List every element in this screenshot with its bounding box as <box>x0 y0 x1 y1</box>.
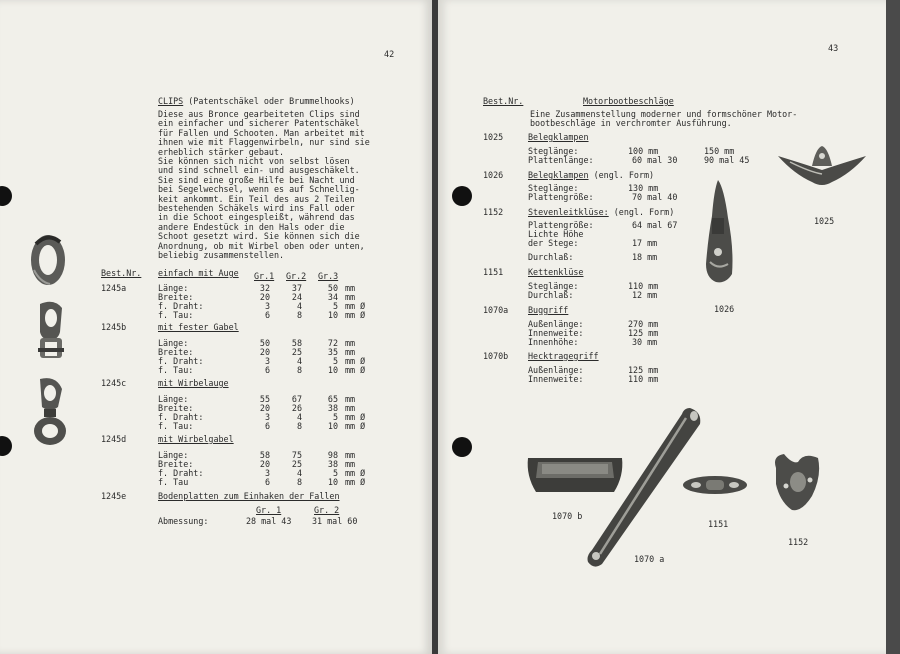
cell: 110 mm <box>628 281 659 291</box>
row-label: Lichte Höhe <box>528 229 584 239</box>
unit: mm <box>345 394 356 404</box>
fairlead-1152-photo <box>770 450 822 516</box>
row-label: Innenweite: <box>528 374 584 384</box>
best-nr-header: Best.Nr. <box>101 268 142 278</box>
chain-chock-1151-photo <box>682 474 748 496</box>
row-label: Steglänge: <box>528 281 579 291</box>
item-title-suffix: (engl. Form) <box>613 207 675 217</box>
photo-label: 1026 <box>714 304 735 314</box>
item-title-suffix: (engl. Form) <box>593 170 655 180</box>
section-title: Motorbootbeschläge <box>583 96 674 106</box>
cell: 6 <box>264 310 270 320</box>
cell: 75 <box>291 450 302 460</box>
cell: 6 <box>264 477 270 487</box>
cell: 60 mal 30 <box>632 155 678 165</box>
unit: mm <box>345 338 356 348</box>
cell: 50 <box>259 338 270 348</box>
cell: 5 <box>332 468 338 478</box>
item-heading <box>528 170 654 180</box>
cell: 4 <box>296 412 302 422</box>
cell: 26 <box>291 403 302 413</box>
row-label: der Stege: <box>528 238 579 248</box>
item-title: Bodenplatten zum Einhaken der Fallen <box>158 491 340 501</box>
row-label: Abmessung: <box>158 516 209 526</box>
photo-label: 1070 b <box>552 511 583 521</box>
row-label: Plattengröße: <box>528 220 594 230</box>
item-title: Buggriff <box>528 305 569 315</box>
cell: 58 <box>291 338 302 348</box>
left-page <box>0 0 432 654</box>
size-header: Gr.3 <box>318 271 339 281</box>
cell: 72 <box>327 338 338 348</box>
section-intro-line: Eine Zusammenstellung moderner und formschöner Motor- <box>530 109 798 119</box>
row-label: f. Draht: <box>158 301 204 311</box>
unit: mm Ø <box>345 412 366 422</box>
size-header: Gr.1 <box>254 271 275 281</box>
unit: mm Ø <box>345 477 366 487</box>
row-label: f. Tau <box>158 477 189 487</box>
intro-title: CLIPS <box>158 96 184 106</box>
intro-line: ihnen wie mit Flaggenwirbeln, nur sind sie <box>158 137 370 148</box>
cell: 34 <box>327 292 338 302</box>
row-label: f. Tau: <box>158 421 194 431</box>
clip-swivel-eye-photo <box>26 375 72 447</box>
intro-line: Anordnung, ob mit Wirbel oben oder unten, <box>158 240 365 251</box>
cell: 110 mm <box>628 374 659 384</box>
photo-label: 1152 <box>788 537 809 547</box>
cell: 31 mal 60 <box>312 516 358 526</box>
item-number: 1245c <box>101 378 127 388</box>
size-header: Gr. 2 <box>314 505 340 515</box>
cell: 20 <box>259 459 270 469</box>
intro-line: für Fallen und Schooten. Man arbeitet mit <box>158 127 365 138</box>
cell: 38 <box>327 403 338 413</box>
row-label: Außenlänge: <box>528 319 584 329</box>
item-title: einfach mit Auge <box>158 268 239 278</box>
cell: 18 mm <box>632 252 658 262</box>
row-label: Länge: <box>158 338 189 348</box>
cell: 50 <box>327 283 338 293</box>
cell: 130 mm <box>628 183 659 193</box>
intro-line: ein einfacher und sicherer Patentschäkel <box>158 118 360 129</box>
page-number: 43 <box>828 44 839 54</box>
punch-hole <box>0 186 12 206</box>
row-label: Länge: <box>158 283 189 293</box>
intro-line: bestehenden Schäkels wird ins Fall oder <box>158 203 355 214</box>
item-title: Hecktragegriff <box>528 351 599 361</box>
cell: 8 <box>296 421 302 431</box>
cell: 10 <box>327 421 338 431</box>
cell: 55 <box>259 394 270 404</box>
row-label: Innenweite: <box>528 328 584 338</box>
row-label: Innenhöhe: <box>528 337 579 347</box>
cell: 4 <box>296 301 302 311</box>
cell: 20 <box>259 403 270 413</box>
photo-label: 1151 <box>708 519 729 529</box>
item-number: 1245e <box>101 491 127 501</box>
row-label: f. Draht: <box>158 356 204 366</box>
page-edge <box>886 0 900 654</box>
intro-line: Sie können sich nicht von selbst lösen <box>158 156 350 167</box>
cell: 37 <box>291 283 302 293</box>
cell: 17 mm <box>632 238 658 248</box>
right-page <box>438 0 886 654</box>
cell: 65 <box>327 394 338 404</box>
cell: 38 <box>327 459 338 469</box>
cell: 6 <box>264 421 270 431</box>
unit: mm <box>345 450 356 460</box>
intro-line: Sie sind eine große Hilfe bei Nacht und <box>158 174 355 185</box>
cell: 270 mm <box>628 319 659 329</box>
size-header: Gr. 1 <box>256 505 282 515</box>
cell: 20 <box>259 292 270 302</box>
row-label: f. Tau: <box>158 310 194 320</box>
item-heading <box>528 207 674 217</box>
item-title: mit fester Gabel <box>158 322 239 332</box>
cell: 4 <box>296 356 302 366</box>
cell: 8 <box>296 365 302 375</box>
intro-line: Schoot gesetzt wird. Sie können sich die <box>158 231 360 242</box>
clip-fixed-fork-photo <box>28 298 72 364</box>
intro-line: erheblich stärker gebaut. <box>158 146 285 157</box>
item-number: 1070a <box>483 305 509 315</box>
item-number: 1245b <box>101 322 127 332</box>
cell: 28 mal 43 <box>246 516 292 526</box>
unit: mm <box>345 292 356 302</box>
item-title: Kettenklüse <box>528 267 584 277</box>
row-label: Länge: <box>158 450 189 460</box>
cell: 32 <box>259 283 270 293</box>
item-title: Belegklampen <box>528 170 589 180</box>
cell: 24 <box>291 292 302 302</box>
intro-line: bei Segelwechsel, wenn es auf Schnellig- <box>158 184 360 195</box>
row-label: f. Draht: <box>158 412 204 422</box>
cell: 5 <box>332 301 338 311</box>
cell: 30 mm <box>632 337 658 347</box>
item-number: 1026 <box>483 170 504 180</box>
intro-title-rest: (Patentschäkel oder Brummelhooks) <box>188 96 355 106</box>
intro-line: beliebig zusammenstellen. <box>158 250 285 261</box>
item-number: 1025 <box>483 132 504 142</box>
clip-eye-photo <box>26 230 74 290</box>
cell: 3 <box>264 301 270 311</box>
cell: 25 <box>291 347 302 357</box>
cell: 125 mm <box>628 365 659 375</box>
row-label: Durchlaß: <box>528 290 574 300</box>
item-number: 1245a <box>101 283 127 293</box>
item-number: 1070b <box>483 351 509 361</box>
row-label: Breite: <box>158 403 194 413</box>
cell: 4 <box>296 468 302 478</box>
row-label: Breite: <box>158 347 194 357</box>
cell: 10 <box>327 310 338 320</box>
item-title: Stevenleitklüse: <box>528 207 609 217</box>
row-label: Länge: <box>158 394 189 404</box>
row-label: Steglänge: <box>528 183 579 193</box>
row-label: Außenlänge: <box>528 365 584 375</box>
cleat-1026-photo <box>702 178 736 286</box>
unit: mm Ø <box>345 301 366 311</box>
cleat-1025-photo <box>776 144 868 200</box>
unit: mm <box>345 347 356 357</box>
cell: 67 <box>291 394 302 404</box>
punch-hole <box>452 437 472 457</box>
cell: 70 mal 40 <box>632 192 678 202</box>
unit: mm <box>345 459 356 469</box>
cell: 3 <box>264 468 270 478</box>
unit: mm Ø <box>345 468 366 478</box>
row-label: f. Draht: <box>158 468 204 478</box>
best-nr-header: Best.Nr. <box>483 96 524 106</box>
cell: 3 <box>264 356 270 366</box>
cell: 5 <box>332 356 338 366</box>
size-header: Gr.2 <box>286 271 307 281</box>
unit: mm Ø <box>345 365 366 375</box>
intro-line: und sind schnell ein- und ausgeschäkelt. <box>158 165 360 176</box>
cell: 3 <box>264 412 270 422</box>
cell: 12 mm <box>632 290 658 300</box>
row-label: Steglänge: <box>528 146 579 156</box>
cell: 10 <box>327 365 338 375</box>
punch-hole <box>452 186 472 206</box>
page-number: 42 <box>384 50 395 60</box>
unit: mm Ø <box>345 421 366 431</box>
intro-heading <box>158 96 355 106</box>
cell: 8 <box>296 310 302 320</box>
cell: 90 mal 45 <box>704 155 750 165</box>
intro-line: andere Endestück in den Hals oder die <box>158 221 345 232</box>
item-title: mit Wirbelgabel <box>158 434 234 444</box>
cell: 10 <box>327 477 338 487</box>
row-label: Breite: <box>158 292 194 302</box>
unit: mm <box>345 283 356 293</box>
item-number: 1245d <box>101 434 127 444</box>
photo-label: 1025 <box>814 216 835 226</box>
row-label: Plattenlänge: <box>528 155 594 165</box>
unit: mm Ø <box>345 356 366 366</box>
item-number: 1151 <box>483 267 504 277</box>
section-intro-line: bootbeschläge in verchromter Ausführung. <box>530 118 732 128</box>
cell: 98 <box>327 450 338 460</box>
cell: 58 <box>259 450 270 460</box>
cell: 8 <box>296 477 302 487</box>
intro-line: in die Schoot eingespleißt, während das <box>158 212 355 223</box>
intro-line: keit ankommt. Ein Teil des aus 2 Teilen <box>158 193 355 204</box>
cell: 20 <box>259 347 270 357</box>
unit: mm <box>345 403 356 413</box>
item-number: 1152 <box>483 207 504 217</box>
intro-paragraph <box>158 110 370 261</box>
cell: 25 <box>291 459 302 469</box>
cell: 5 <box>332 412 338 422</box>
cell: 150 mm <box>704 146 735 156</box>
row-label: Durchlaß: <box>528 252 574 262</box>
row-label: Breite: <box>158 459 194 469</box>
photo-label: 1070 a <box>634 554 665 564</box>
item-title: Belegklampen <box>528 132 589 142</box>
cell: 125 mm <box>628 328 659 338</box>
cell: 35 <box>327 347 338 357</box>
item-title: mit Wirbelauge <box>158 378 229 388</box>
intro-line: Diese aus Bronce gearbeiteten Clips sind <box>158 109 360 119</box>
cell: 6 <box>264 365 270 375</box>
cell: 100 mm <box>628 146 659 156</box>
row-label: Plattengröße: <box>528 192 594 202</box>
unit: mm Ø <box>345 310 366 320</box>
punch-hole <box>0 436 12 456</box>
cell: 64 mal 67 <box>632 220 678 230</box>
row-label: f. Tau: <box>158 365 194 375</box>
